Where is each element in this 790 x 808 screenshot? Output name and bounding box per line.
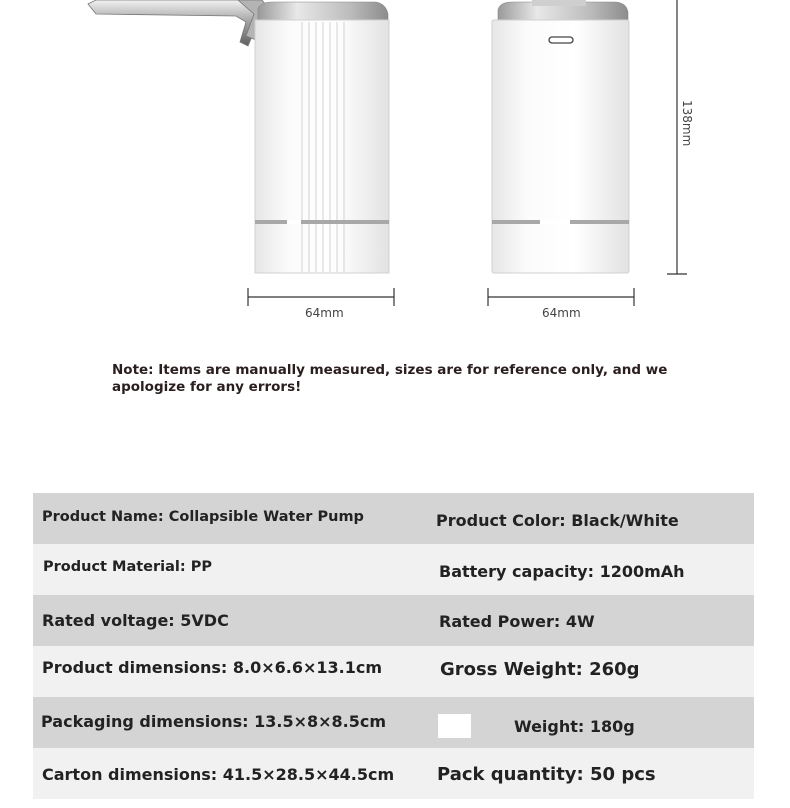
spec-row [33, 697, 754, 748]
spec-packaging-dimensions: Packaging dimensions: 13.5×8×8.5cm [41, 712, 387, 731]
pump-front-view [492, 0, 629, 273]
product-illustration [0, 0, 790, 340]
spec-row [33, 646, 754, 697]
height-label: 138mm [680, 100, 694, 147]
spec-table [33, 493, 754, 799]
spec-row [33, 493, 754, 544]
spec-gross-weight: Gross Weight: 260g [440, 659, 640, 680]
spec-product-dimensions: Product dimensions: 8.0×6.6×13.1cm [42, 658, 383, 677]
width-label-left: 64mm [305, 306, 344, 320]
spec-product-name: Product Name: Collapsible Water Pump [42, 509, 364, 525]
spec-carton-dimensions: Carton dimensions: 41.5×28.5×44.5cm [42, 765, 395, 784]
spec-rated-power: Rated Power: 4W [439, 612, 595, 631]
white-patch [438, 714, 471, 738]
spec-row [33, 748, 754, 799]
spec-row [33, 595, 754, 646]
spec-rated-voltage: Rated voltage: 5VDC [42, 611, 229, 630]
width-label-right: 64mm [542, 306, 581, 320]
spec-battery-capacity: Battery capacity: 1200mAh [439, 562, 685, 581]
spec-product-color: Product Color: Black/White [436, 511, 679, 530]
pump-side-view [88, 0, 389, 273]
measurement-note: Note: Items are manually measured, sizes are for reference only, and we apologize for any errors! [112, 362, 668, 395]
spec-product-material: Product Material: PP [43, 559, 212, 575]
spec-row [33, 544, 754, 595]
spec-pack-quantity: Pack quantity: 50 pcs [437, 764, 656, 785]
spec-weight: Weight: 180g [514, 717, 635, 736]
